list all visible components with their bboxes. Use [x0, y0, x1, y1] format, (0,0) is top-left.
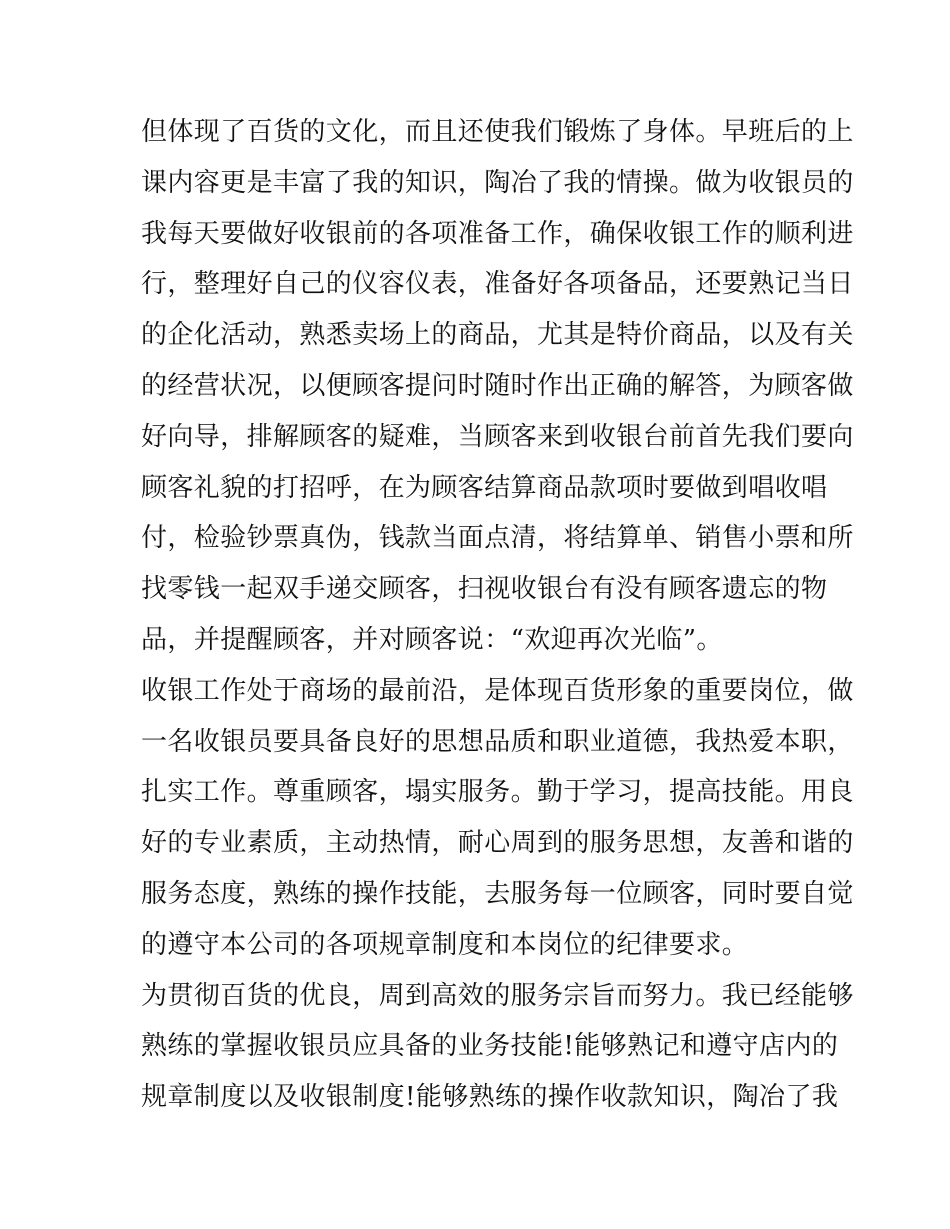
text-line: 的经营状况，以便顾客提问时随时作出正确的解答，为顾客做 — [141, 370, 854, 401]
text-line: 服务态度，熟练的操作技能，去服务每一位顾客，同时要自觉 — [141, 878, 854, 909]
text-line: 的企化活动，熟悉卖场上的商品，尤其是特价商品，以及有关 — [141, 320, 854, 351]
document-body — [141, 107, 854, 1123]
text-line: 付，检验钞票真伪，钱款当面点清，将结算单、销售小票和所 — [141, 523, 854, 554]
text-line: 一名收银员要具备良好的思想品质和职业道德，我热爱本职， — [141, 726, 854, 757]
text-line: 扎实工作。尊重顾客，塌实服务。勤于学习，提高技能。用良 — [141, 777, 854, 808]
text-line: 课内容更是丰富了我的知识，陶冶了我的情操。做为收银员的 — [141, 167, 854, 198]
text-line: 熟练的掌握收银员应具备的业务技能!能够熟记和遵守店内的 — [141, 1031, 839, 1062]
text-line: 收银工作处于商场的最前沿，是体现百货形象的重要岗位，做 — [141, 675, 854, 706]
text-line: 找零钱一起双手递交顾客，扫视收银台有没有顾客遗忘的物 — [141, 574, 828, 605]
text-line: 顾客礼貌的打招呼，在为顾客结算商品款项时要做到唱收唱 — [141, 472, 828, 503]
text-line: 的遵守本公司的各项规章制度和本岗位的纪律要求。 — [141, 929, 749, 960]
text-line: 但体现了百货的文化，而且还使我们锻炼了身体。早班后的上 — [141, 117, 854, 147]
text-line: 规章制度以及收银制度!能够熟练的操作收款知识，陶冶了我 — [141, 1082, 839, 1113]
text-line: 品，并提醒顾客，并对顾客说：“欢迎再次光临”。 — [141, 624, 723, 655]
text-line: 我每天要做好收银前的各项准备工作，确保收银工作的顺利进 — [141, 218, 854, 249]
text-line: 好的专业素质，主动热情，耐心周到的服务思想，友善和谐的 — [141, 828, 854, 859]
text-line: 为贯彻百货的优良，周到高效的服务宗旨而努力。我已经能够 — [141, 980, 854, 1011]
text-line: 好向导，排解顾客的疑难，当顾客来到收银台前首先我们要向 — [141, 421, 854, 452]
text-line: 行，整理好自己的仪容仪表，准备好各项备品，还要熟记当日 — [141, 269, 854, 300]
